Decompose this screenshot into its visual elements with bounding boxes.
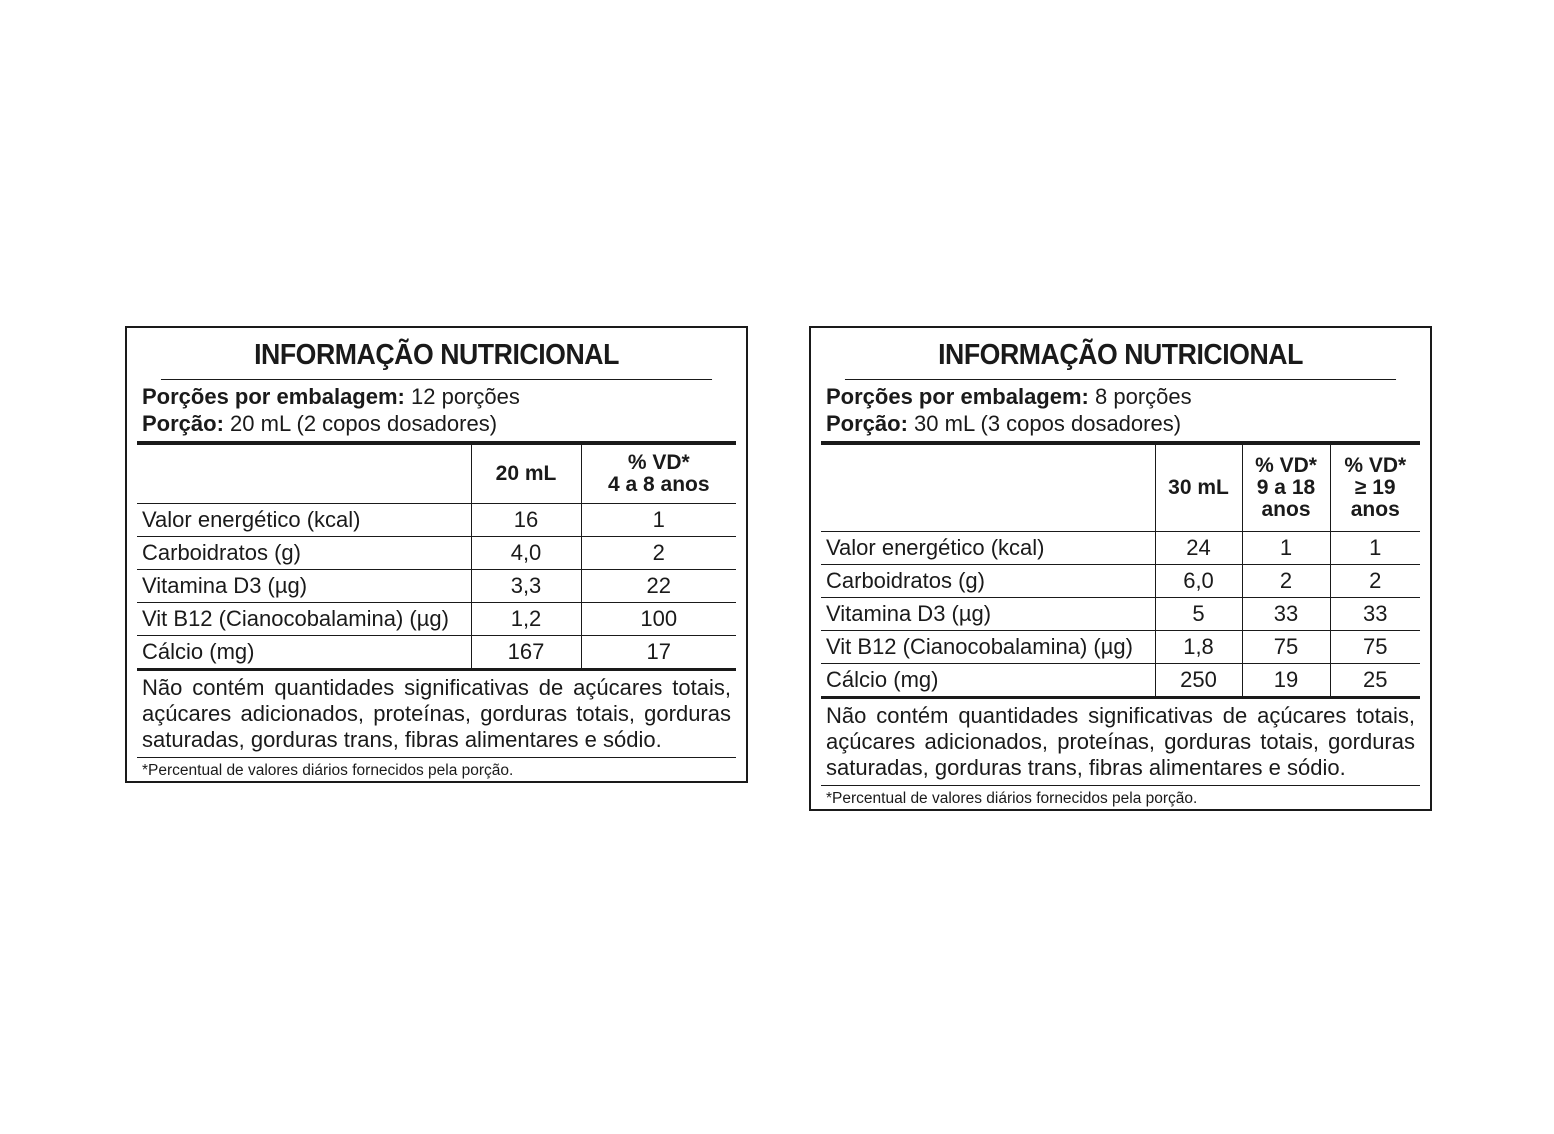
column-header-amount: 20 mL	[471, 445, 581, 503]
column-header-vd-9-18: % VD* 9 a 18 anos	[1242, 445, 1330, 531]
servings-per-package: Porções por embalagem: 8 porções	[826, 384, 1192, 409]
table-row: Vit B12 (Cianocobalamina) (µg) 1,2 100	[137, 602, 736, 635]
nutrition-label-30ml	[809, 326, 1432, 811]
column-header-vd: % VD* 4 a 8 anos	[581, 445, 736, 503]
table-row: Valor energético (kcal) 16 1	[137, 503, 736, 536]
footnote: *Percentual de valores diários fornecidos pela porção.	[142, 761, 514, 779]
table-row: Valor energético (kcal) 24 1 1	[821, 531, 1420, 564]
nutrition-label-20ml	[125, 326, 748, 783]
not-significant-note: Não contém quantidades significativas de açúcares totais, açúcares adicionados, proteínas, gorduras totais, gorduras saturadas, gorduras trans, fibras alimentares e sódio.	[137, 671, 736, 758]
nutrient-table	[137, 445, 736, 671]
label-title: INFORMAÇÃO NUTRICIONAL	[845, 328, 1396, 380]
nutrient-table	[821, 445, 1420, 699]
column-header-vd-19-plus: % VD* ≥ 19 anos	[1330, 445, 1420, 531]
portion-info	[137, 380, 736, 445]
table-header	[821, 445, 1420, 531]
table-row: Vit B12 (Cianocobalamina) (µg) 1,8 75 75	[821, 630, 1420, 663]
table-row: Vitamina D3 (µg) 3,3 22	[137, 569, 736, 602]
table-row: Cálcio (mg) 167 17	[137, 635, 736, 669]
table-row: Cálcio (mg) 250 19 25	[821, 663, 1420, 697]
label-title: INFORMAÇÃO NUTRICIONAL	[161, 328, 712, 380]
not-significant-note: Não contém quantidades significativas de açúcares totais, açúcares adicionados, proteínas, gorduras totais, gorduras saturadas, gorduras trans, fibras alimentares e sódio.	[821, 699, 1420, 786]
portion-size: Porção: 30 mL (3 copos dosadores)	[826, 411, 1182, 436]
table-row: Vitamina D3 (µg) 5 33 33	[821, 597, 1420, 630]
footnote: *Percentual de valores diários fornecidos pela porção.	[826, 789, 1198, 807]
portion-info	[821, 380, 1420, 445]
table-row: Carboidratos (g) 6,0 2 2	[821, 564, 1420, 597]
servings-per-package: Porções por embalagem: 12 porções	[142, 384, 520, 409]
table-row: Carboidratos (g) 4,0 2	[137, 536, 736, 569]
table-header	[137, 445, 736, 503]
portion-size: Porção: 20 mL (2 copos dosadores)	[142, 411, 498, 436]
column-header-amount: 30 mL	[1155, 445, 1242, 531]
